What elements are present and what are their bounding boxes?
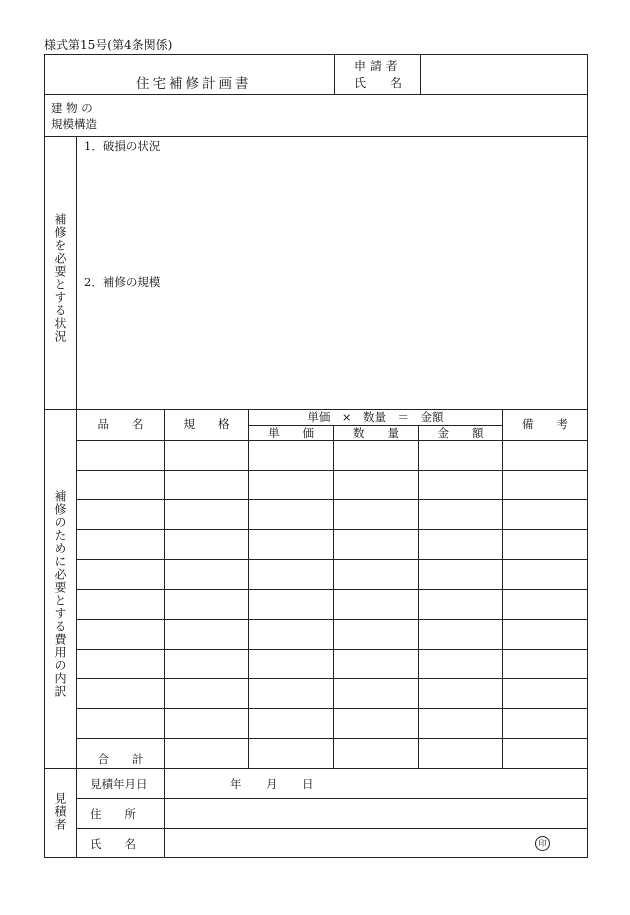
row-line bbox=[76, 440, 588, 441]
estimator-row-line-2 bbox=[76, 828, 588, 829]
col-divider-4 bbox=[418, 425, 419, 768]
repair-scale-field[interactable] bbox=[78, 292, 586, 404]
header-item-name: 品 名 bbox=[97, 417, 144, 431]
line-cost-bottom bbox=[44, 768, 588, 769]
estimator-row-line-1 bbox=[76, 798, 588, 799]
header-spec: 規 格 bbox=[183, 417, 230, 431]
building-structure-field[interactable] bbox=[120, 95, 587, 135]
estimator-side-label: 見積者 bbox=[53, 792, 67, 831]
row-line bbox=[76, 678, 588, 679]
name-field[interactable] bbox=[166, 830, 526, 857]
line-building-bottom bbox=[44, 136, 588, 137]
estimate-date-day: 日 bbox=[302, 777, 314, 791]
repair-scale-heading: 2．補修の規模 bbox=[84, 275, 161, 289]
cost-side-label: 補修のために必要とする費用の内訳 bbox=[53, 490, 67, 698]
applicant-name-field[interactable] bbox=[421, 55, 587, 93]
damage-status-heading: 1．破損の状況 bbox=[84, 139, 161, 153]
address-label: 住 所 bbox=[90, 807, 136, 821]
form-code: 様式第15号(第4条関係) bbox=[44, 38, 173, 52]
damage-status-field[interactable] bbox=[78, 156, 586, 268]
header-formula: 単価 × 数量 ＝ 金額 bbox=[307, 410, 444, 424]
row-line bbox=[76, 470, 588, 471]
estimate-date-field[interactable] bbox=[166, 770, 586, 797]
row-line bbox=[76, 649, 588, 650]
row-line bbox=[76, 589, 588, 590]
header-divider-1 bbox=[334, 54, 335, 94]
header-amount: 金 額 bbox=[437, 426, 484, 440]
row-line bbox=[76, 499, 588, 500]
total-label: 合 計 bbox=[97, 752, 144, 766]
estimate-date-label: 見積年月日 bbox=[90, 777, 148, 791]
row-line bbox=[76, 559, 588, 560]
estimator-col-divider bbox=[164, 768, 165, 858]
label-column-divider bbox=[76, 136, 77, 858]
address-field[interactable] bbox=[166, 800, 586, 827]
applicant-label: 申 請 者 bbox=[354, 59, 398, 73]
estimate-date-month: 月 bbox=[266, 777, 278, 791]
building-label-2: 規模構造 bbox=[51, 117, 97, 131]
row-line bbox=[76, 738, 588, 739]
row-line bbox=[76, 708, 588, 709]
header-quantity: 数 量 bbox=[353, 426, 399, 440]
document-title: 住宅補修計画書 bbox=[136, 76, 252, 92]
estimate-date-year: 年 bbox=[230, 777, 242, 791]
row-line bbox=[76, 529, 588, 530]
header-unit-price: 単 価 bbox=[268, 426, 314, 440]
row-line bbox=[76, 619, 588, 620]
seal-mark-icon: 印 bbox=[535, 836, 550, 851]
building-label-1: 建 物 の bbox=[51, 101, 93, 115]
name-label: 氏 名 bbox=[90, 837, 136, 851]
col-divider-3 bbox=[333, 425, 334, 768]
header-remarks: 備 考 bbox=[522, 417, 568, 431]
condition-side-label: 補修を必要とする状況 bbox=[53, 213, 67, 343]
applicant-name-label: 氏 名 bbox=[354, 76, 403, 90]
